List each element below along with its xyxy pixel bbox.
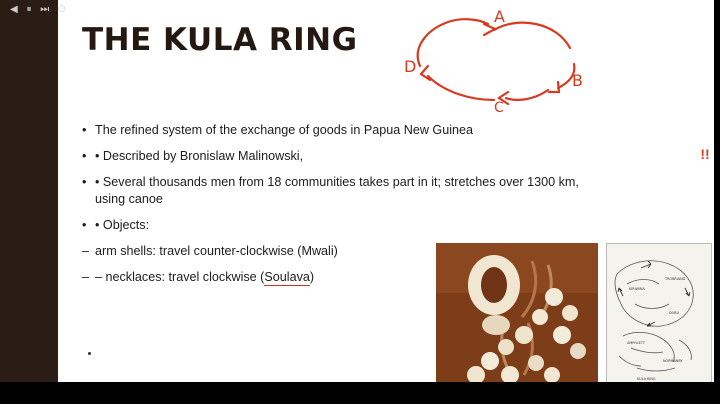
bullet-marker: •	[82, 175, 87, 189]
shell-photo-graphic	[436, 243, 598, 388]
bullet-text: The refined system of the exchange of goods in Papua New Guinea	[95, 123, 474, 137]
bullet-text: • Objects:	[95, 218, 150, 232]
kula-ring-map	[606, 243, 712, 390]
bullet-marker: •	[82, 218, 87, 232]
stray-ink-dot	[88, 352, 91, 355]
page-title: THE KULA RING	[82, 22, 358, 58]
diagram-label-a: A	[494, 8, 505, 26]
diagram-label-d: D	[404, 57, 417, 76]
svg-text:AMPHLETT: AMPHLETT	[627, 341, 645, 345]
svg-text:TROBRIAND: TROBRIAND	[665, 277, 686, 281]
bullet-marker: •	[82, 123, 87, 137]
right-edge-strip	[714, 0, 720, 404]
status-badge: !!	[700, 146, 710, 162]
shell-necklaces-photo	[436, 243, 598, 388]
bullet-text: • Several thousands men from 18 communities takes part in it; stretches over 1300 km, using canoe	[95, 175, 579, 206]
svg-text:KIRIWINA: KIRIWINA	[629, 287, 645, 291]
svg-text:KULA RING: KULA RING	[637, 377, 656, 381]
kula-ring-diagram	[398, 8, 608, 118]
bullet-marker: –	[82, 270, 90, 284]
svg-text:DOBU: DOBU	[669, 311, 680, 315]
highlighted-term: Soulava	[264, 270, 310, 284]
bullet-marker: –	[82, 244, 90, 258]
svg-text:NORMANBY: NORMANBY	[663, 359, 683, 363]
list-item	[82, 217, 582, 234]
diagram-label-c: C	[494, 100, 504, 116]
bullet-text: • Described by Bronislaw Malinowski,	[95, 149, 304, 163]
left-band-wave-edge	[36, 0, 66, 404]
player-controls-icons[interactable]: ◀ ⏸ ⏭ ⏱	[10, 4, 69, 15]
player-bar[interactable]	[0, 382, 720, 404]
list-item	[82, 122, 582, 139]
list-item	[82, 174, 582, 208]
list-item	[82, 148, 582, 165]
bullet-text-plain: – necklaces: travel clockwise (	[95, 270, 265, 284]
map-graphic	[607, 244, 711, 389]
bullet-text: arm shells: travel counter-clockwise (Mwali)	[95, 244, 338, 258]
diagram-label-b: B	[572, 71, 583, 90]
bullet-marker: •	[82, 149, 87, 163]
bullet-text-close: )	[309, 270, 315, 284]
